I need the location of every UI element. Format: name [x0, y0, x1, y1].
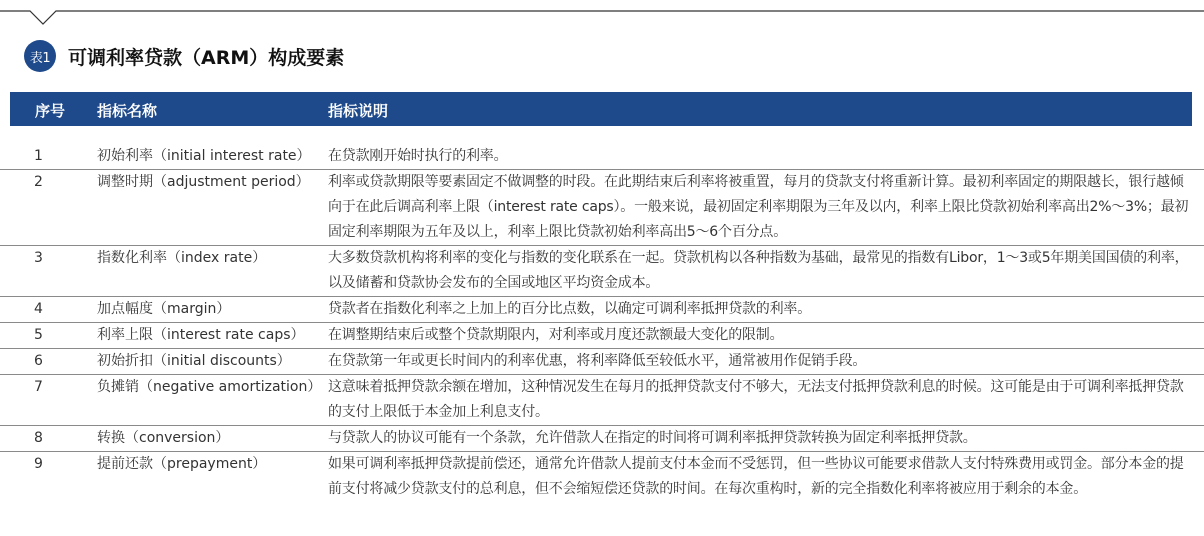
header-indicator-description: 指标说明	[328, 102, 389, 120]
row-name: 提前还款（prepayment）	[97, 456, 267, 472]
top-notch-decoration	[0, 0, 1204, 30]
table-number-badge: 表1	[24, 40, 56, 72]
table-row	[0, 297, 1204, 323]
table-row	[0, 170, 1204, 246]
row-number: 7	[34, 379, 43, 395]
row-description: 这意味着抵押贷款余额在增加，这种情况发生在每月的抵押贷款支付不够大，无法支付抵押贷款利息的时候。这可能是由于可调利率抵押贷款的支付上限低于本金加上利息支付。	[328, 379, 1184, 420]
header-serial-number: 序号	[35, 102, 66, 120]
row-name: 指数化利率（index rate）	[97, 250, 267, 266]
row-number: 3	[34, 250, 43, 266]
row-description: 在贷款第一年或更长时间内的利率优惠，将利率降低至较低水平，通常被用作促销手段。	[328, 353, 867, 369]
row-name: 调整时期（adjustment period）	[97, 174, 310, 190]
row-description: 贷款者在指数化利率之上加上的百分比点数，以确定可调利率抵押贷款的利率。	[328, 301, 811, 317]
table-row	[0, 375, 1204, 426]
table-row	[0, 144, 1204, 170]
table-row	[0, 426, 1204, 452]
row-name: 加点幅度（margin）	[97, 301, 231, 317]
table-caption	[24, 40, 344, 72]
table-header	[10, 92, 1192, 126]
row-name: 初始利率（initial interest rate）	[97, 148, 311, 164]
table-row	[0, 452, 1204, 502]
row-description: 大多数贷款机构将利率的变化与指数的变化联系在一起。贷款机构以各种指数为基础，最常见的指数有Libor，1～3或5年期美国国债的利率，以及储蓄和贷款协会发布的全国或地区平均资金成本。	[328, 250, 1189, 291]
row-description: 与贷款人的协议可能有一个条款，允许借款人在指定的时间将可调利率抵押贷款转换为固定利率抵押贷款。	[328, 430, 977, 446]
table-row	[0, 246, 1204, 297]
row-description: 利率或贷款期限等要素固定不做调整的时段。在此期结束后利率将被重置，每月的贷款支付将重新计算。最初利率固定的期限越长，银行越倾向于在此后调高利率上限（interest rate caps）。一般来说，最初固定利率期限为三年及以内，利率上限比贷款初始利率高出2%～3%；最初固定利率期限为五年及以上，利率上限比贷款初始利率高出5～6个百分点。	[328, 174, 1189, 240]
table-row	[0, 349, 1204, 375]
row-number: 4	[34, 301, 43, 317]
table-title: 可调利率贷款（ARM）构成要素	[68, 46, 345, 69]
row-name: 负摊销（negative amortization）	[97, 379, 322, 395]
table-row	[0, 323, 1204, 349]
row-number: 5	[34, 327, 43, 343]
row-number: 6	[34, 353, 43, 369]
row-number: 8	[34, 430, 43, 446]
row-name: 利率上限（interest rate caps）	[97, 327, 305, 343]
row-description: 在贷款刚开始时执行的利率。	[328, 148, 508, 164]
row-description: 如果可调利率抵押贷款提前偿还，通常允许借款人提前支付本金而不受惩罚，但一些协议可能要求借款人支付特殊费用或罚金。部分本金的提前支付将减少贷款支付的总利息，但不会缩短偿还贷款的时间。在每次重构时，新的完全指数化利率将被应用于剩余的本金。	[328, 456, 1184, 497]
row-name: 转换（conversion）	[97, 430, 230, 446]
row-number: 9	[34, 456, 43, 472]
row-number: 1	[34, 148, 43, 164]
header-indicator-name: 指标名称	[97, 102, 158, 120]
row-number: 2	[34, 174, 43, 190]
row-description: 在调整期结束后或整个贷款期限内，对利率或月度还款额最大变化的限制。	[328, 327, 784, 343]
table-body	[0, 144, 1204, 502]
row-name: 初始折扣（initial discounts）	[97, 353, 291, 369]
